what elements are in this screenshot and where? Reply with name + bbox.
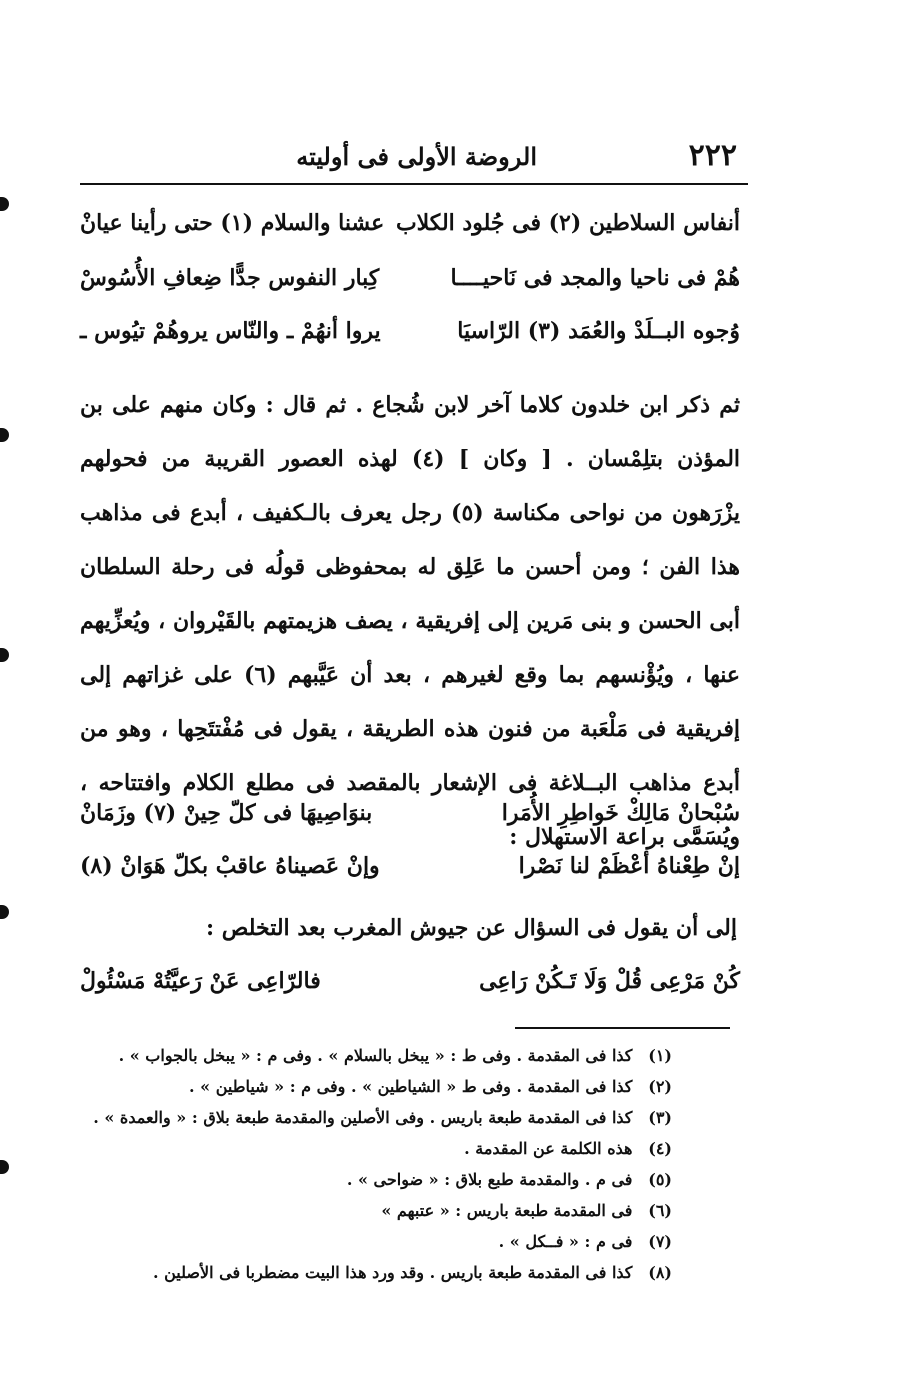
footnote-text: فى المقدمة طبعة باريس : « عتبهم » — [381, 1201, 633, 1220]
footnote-number: (٥) — [648, 1170, 672, 1189]
verse-hemistich-second: وإنْ عَصيناهُ عاقبْ بكلّ هَوَانْ (٨) — [80, 853, 380, 879]
footnote-number: (٢) — [648, 1077, 672, 1096]
page-header — [177, 138, 737, 178]
footnote-text: كذا فى المقدمة طبعة باريس . وقد ورد هذا البيت مضطربا فى الأصلين . — [152, 1263, 633, 1282]
footnote-text: فى م : « فــكل » . — [498, 1232, 633, 1251]
verse-hemistich-first: سُبْحانْ مَالِكْ خَواطِرِ الأُمَرا — [501, 800, 740, 826]
transition-line: إلى أن يقول فى السؤال عن جيوش المغرب بعد التخلص : — [206, 915, 737, 941]
running-title: الروضة الأولى فى أوليته — [296, 142, 537, 171]
page-number: ٢٢٢ — [688, 138, 737, 173]
verse-hemistich-first: إنْ طِعْناهُ أعْظَمْ لنا نَصْرا — [518, 853, 740, 879]
verse-line — [80, 800, 740, 840]
footnote — [72, 1040, 672, 1071]
footnote-number: (٤) — [648, 1139, 672, 1158]
page-edge-mark — [0, 1160, 9, 1174]
verse-hemistich-second: كِبار النفوس جدًّا ضِعافِ الأُسُوسْ — [80, 265, 380, 291]
verse-line — [80, 265, 740, 305]
footnote-number: (٦) — [648, 1201, 672, 1220]
footnote-text: كذا فى المقدمة . وفى ط : « يبخل بالسلام » . وفى م : « يبخل بالجواب » . — [118, 1046, 633, 1065]
footnote-number: (٣) — [648, 1108, 672, 1127]
footnote — [72, 1257, 672, 1288]
footnote — [72, 1133, 672, 1164]
verse-line — [80, 318, 740, 358]
footnote-rule — [515, 1027, 730, 1029]
prose-paragraph: ثم ذكر ابن خلدون كلاما آخر لابن شُجاع . ثم قال : وكان منهم على بن المؤذن بتلِمْسان . [ وكان ] (٤) لهذه العصور القريبة من فحولهم يزْرَهون من نواحى مكناسة (٥) رجل يعرف بالـكفيف ، أبدع فى مذاهب هذا الفن ؛ ومن أحسن ما عَلِق له بمحفوظى قولُه فى رحلة السلطان أبى الحسن و بنى مَرين إلى إفريقية ، يصف هزيمتهم بالقَيْروان ، ويُعزِّيهم عنها ، ويُؤْنسهم بما وقع لغيرهم ، بعد أن عَيَّبهم (٦) على غزاتهم إلى إفريقية فى مَلْعَبة من فنون هذه الطريقة ، يقول فى مُفْتتَحِها ، وهو من أبدع مذاهب البــلاغة فى الإشعار بالمقصد فى مطلع الكلام وافتتاحه ، ويُسَمَّى براعة الاستهلال : — [80, 392, 741, 850]
footnote-number: (٧) — [648, 1232, 672, 1251]
page-edge-mark — [0, 905, 9, 919]
verse-line — [80, 968, 740, 1008]
verse-hemistich-first: كُنْ مَرْعِى قُلْ وَلَا تَـكُنْ رَاعِى — [479, 968, 740, 994]
footnote-number: (١) — [648, 1046, 672, 1065]
verse-hemistich-second: بنوَاصِيهَا فى كلّ حِينْ (٧) وزَمَانْ — [80, 800, 373, 826]
prose-body — [80, 378, 740, 864]
footnote-text: هذه الكلمة عن المقدمة . — [464, 1139, 633, 1158]
footnote — [72, 1195, 672, 1226]
page-edge-mark — [0, 197, 9, 211]
footnote — [72, 1102, 672, 1133]
page-edge-mark — [0, 648, 9, 662]
footnote-number: (٨) — [648, 1263, 672, 1282]
verse-line — [80, 853, 740, 893]
header-rule — [80, 183, 748, 185]
footnote — [72, 1164, 672, 1195]
footnote — [72, 1071, 672, 1102]
verse-line — [80, 210, 740, 250]
verse-hemistich-second: عشنا والسلام (١) حتى رأينا عيانْ — [80, 210, 385, 236]
footnotes — [72, 1040, 672, 1288]
verse-hemistich-first: هُمْ فى ناحيا والمجد فى نَاحيــــا — [450, 265, 740, 291]
footnote — [72, 1226, 672, 1257]
page-edge-mark — [0, 428, 9, 442]
verse-hemistich-second: يروا أنهُمْ ـ والنّاس يروهُمْ تيُوس ـ — [80, 318, 381, 344]
footnote-text: فى م . والمقدمة طبع بلاق : « ضواحى » . — [346, 1170, 633, 1189]
verse-hemistich-second: فالرّاعِى عَنْ رَعيَّتُهْ مَسْئُولْ — [80, 968, 321, 994]
verse-hemistich-first: أنفاس السلاطين (٢) فى جُلود الكلاب — [395, 210, 740, 236]
verse-hemistich-first: وُجوه البــلَدْ والعُمَد (٣) الرّاسيَا — [457, 318, 740, 344]
footnote-text: كذا فى المقدمة . وفى ط « الشياطين » . وفى م : « شياطين » . — [189, 1077, 633, 1096]
footnote-text: كذا فى المقدمة طبعة باريس . وفى الأصلين والمقدمة طبعة بلاق : « والعمدة » . — [93, 1108, 633, 1127]
